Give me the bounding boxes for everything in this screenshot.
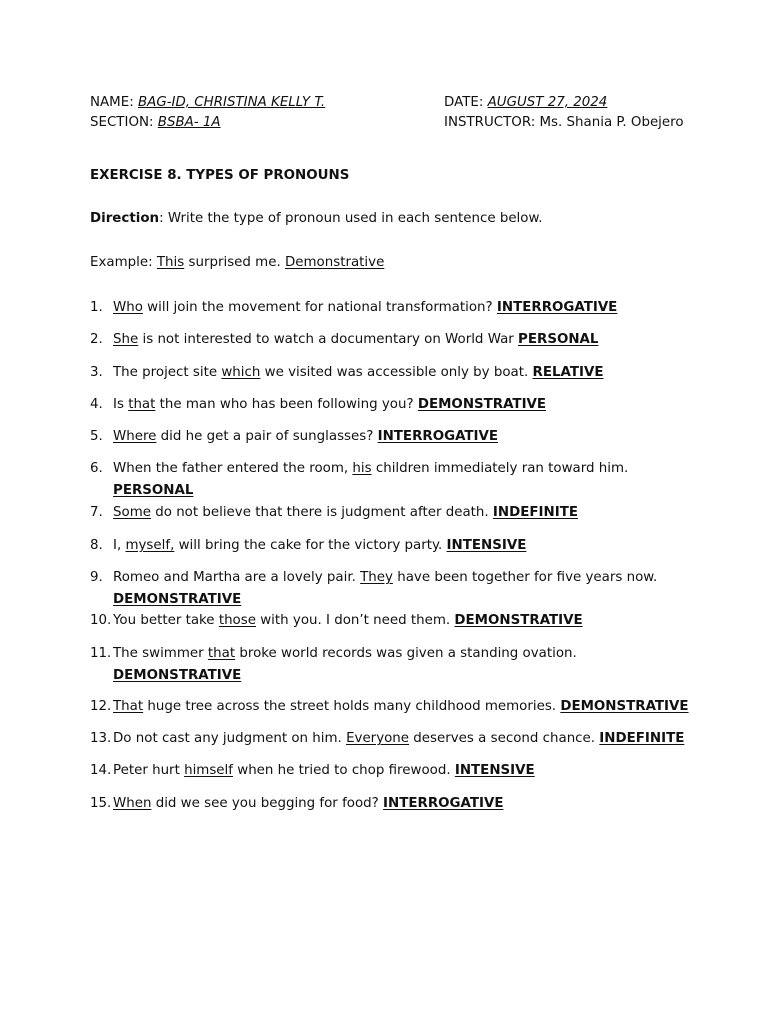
item-pronoun: They [360,570,393,585]
item-answer: DEMONSTRATIVE [454,613,583,628]
header-right [444,93,684,133]
list-item [90,362,690,384]
item-pronoun: those [218,613,256,628]
item-text-before: The project site [113,365,222,380]
item-number: 13. [90,731,112,746]
item-text-before: Romeo and Martha are a lovely pair. [113,570,361,585]
name-value: BAG-ID, CHRISTINA KELLY T. [137,95,326,110]
date-value: AUGUST 27, 2024 [487,95,608,110]
item-pronoun: myself, [125,538,175,553]
item-text-after: did he get a pair of sunglasses? [156,429,378,444]
item-pronoun: She [113,332,139,347]
item-text-after: will bring the cake for the victory party. [174,538,447,553]
item-number: 12. [90,699,112,714]
item-number: 5. [90,429,103,444]
section-label: SECTION: [90,115,154,130]
example-prefix: Example: [90,255,157,270]
item-answer: INTENSIVE [454,763,535,778]
list-item [90,760,690,782]
example-line [90,253,384,273]
list-item [90,297,690,319]
direction-line [90,209,542,229]
item-text-after: did we see you begging for food? [151,796,384,811]
item-pronoun: his [352,461,372,476]
item-number: 7. [90,505,103,520]
item-answer: PERSONAL [518,332,599,347]
item-pronoun: which [221,365,261,380]
item-text-before: Peter hurt [113,763,185,778]
name-label: NAME: [90,95,134,110]
example-rest: surprised me. [184,255,285,270]
item-text-after: with you. I don’t need them. [255,613,455,628]
instructor-line [444,113,684,133]
list-item [90,329,690,351]
item-answer: DEMONSTRATIVE [417,397,547,412]
instructor-label: INSTRUCTOR: [444,115,536,130]
list-item [90,426,690,448]
item-text-after: broke world records was given a standing ovation. [235,646,577,661]
item-text-before: You better take [113,613,219,628]
item-text-after: will join the movement for national transformation? [142,300,497,315]
item-answer: DEMONSTRATIVE [560,699,689,714]
item-pronoun: that [128,397,156,412]
list-item [90,696,690,718]
item-text-after: deserves a second chance. [409,731,600,746]
list-item [90,643,690,686]
example-answer: Demonstrative [284,255,385,270]
item-answer: RELATIVE [532,365,604,380]
item-pronoun: that [207,646,236,661]
item-number: 2. [90,332,103,347]
name-line [90,93,325,113]
item-pronoun: That [113,699,144,714]
item-answer: INTERROGATIVE [496,300,618,315]
item-number: 9. [90,570,103,585]
list-item [90,567,690,610]
item-number: 4. [90,397,103,412]
item-pronoun: Where [113,429,157,444]
item-answer: PERSONAL [113,482,194,498]
list-item [90,458,690,501]
item-text-after: have been together for five years now. [392,570,658,585]
item-text-before: Is [113,397,129,412]
item-number: 3. [90,365,103,380]
item-text-before: Do not cast any judgment on him. [113,731,347,746]
item-text-after: huge tree across the street holds many childhood memories. [143,699,561,714]
item-text-after: when he tried to chop firewood. [232,763,455,778]
section-value: BSBA- 1A [157,115,221,130]
example-pronoun: This [156,255,185,270]
item-text-before: When the father entered the room, [113,461,353,476]
item-number: 8. [90,538,103,553]
item-number: 11. [90,646,112,661]
section-line [90,113,325,133]
item-answer: INDEFINITE [599,731,685,746]
instructor-value: Ms. Shania P. Obejero [539,115,684,130]
item-answer: INTERROGATIVE [377,429,499,444]
item-text-before: The swimmer [113,646,208,661]
direction-text: : Write the type of pronoun used in each sentence below. [159,211,543,226]
item-text-after: we visited was accessible only by boat. [260,365,533,380]
item-text-after: the man who has been following you? [155,397,418,412]
item-answer: INTENSIVE [446,538,527,553]
list-item [90,394,690,416]
list-item [90,610,690,632]
list-item [90,502,690,524]
list-item [90,728,690,750]
item-answer: INTERROGATIVE [383,796,504,811]
list-item [90,793,690,815]
item-number: 14. [90,763,112,778]
direction-label: Direction [90,211,160,226]
header-left [90,93,325,133]
item-answer: DEMONSTRATIVE [113,591,242,607]
date-label: DATE: [444,95,484,110]
item-text-after: is not interested to watch a documentary on World War [138,332,519,347]
date-line [444,93,684,113]
item-number: 10. [90,613,112,628]
item-pronoun: Some [113,505,151,520]
item-pronoun: Everyone [346,731,410,746]
item-pronoun: Who [113,300,143,315]
exercise-title: EXERCISE 8. TYPES OF PRONOUNS [90,168,350,183]
item-answer: INDEFINITE [492,505,578,520]
item-number: 15. [90,796,112,811]
item-text-before: I, [113,538,126,553]
item-pronoun: himself [184,763,233,778]
item-pronoun: When [113,796,152,811]
item-text-after: children immediately ran toward him. [371,461,629,476]
list-item [90,535,690,557]
item-number: 1. [90,300,103,315]
item-answer: DEMONSTRATIVE [113,667,242,683]
item-number: 6. [90,461,103,476]
item-text-after: do not believe that there is judgment after death. [150,505,493,520]
